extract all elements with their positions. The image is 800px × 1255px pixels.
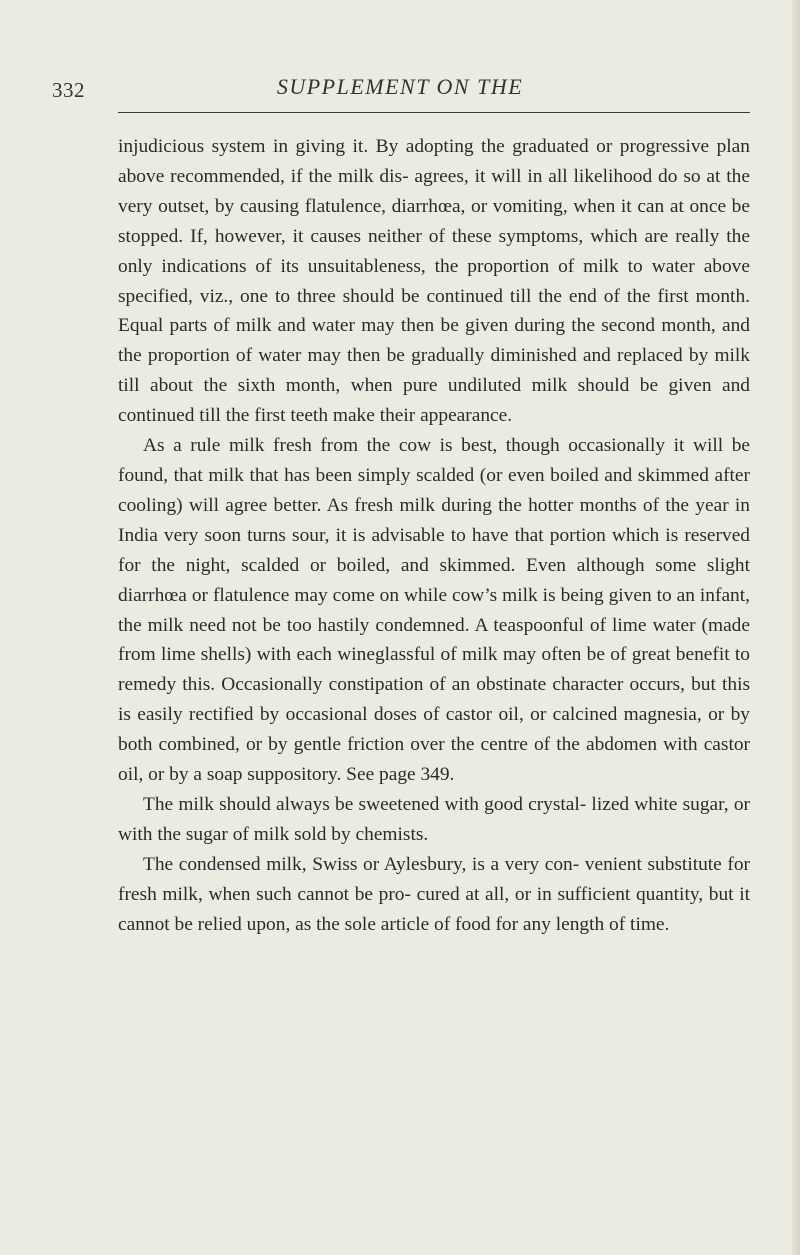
- paragraph-1: injudicious system in giving it. By adopting the graduated or progressive plan above recommended, if the milk dis- agrees, it will in all likelihood do so at the very outset, by causing flatulence, diarrhœa, or vomiting, when it can at once be stopped. If, however, it causes neither of these symptoms, which are really the only indications of its unsuitableness, the proportion of milk to water above specified, viz., one to three should be continued till the end of the first month. Equal parts of milk and water may then be given during the second month, and the proportion of water may then be gradually diminished and replaced by milk till about the sixth month, when pure undiluted milk should be given and continued till the first teeth make their appearance.: [118, 136, 750, 427]
- running-head: SUPPLEMENT ON THE: [276, 74, 524, 99]
- body-text: [118, 132, 750, 939]
- paragraph-4: The condensed milk, Swiss or Aylesbury, is a very con- venient substitute for fresh milk, when such cannot be pro- cured at all, or in sufficient quantity, but it cannot be relied upon, as the sole article of food for any length of time.: [118, 853, 750, 935]
- paragraph-3: The milk should always be sweetened with good crystal- lized white sugar, or with the sugar of milk sold by chemists.: [118, 793, 750, 845]
- header-rule: [118, 112, 750, 113]
- page-edge: [792, 0, 800, 1255]
- page-header: [0, 62, 800, 102]
- paragraph-2: As a rule milk fresh from the cow is best, though occasionally it will be found, that milk that has been simply scalded (or even boiled and skimmed after cooling) will agree better. As fresh milk during the hotter months of the year in India very soon turns sour, it is advisable to have that portion which is reserved for the night, scalded or boiled, and skimmed. Even although some slight diarrhœa or flatulence may come on while cow’s milk is being given to an infant, the milk need not be too hastily condemned. A teaspoonful of lime water (made from lime shells) with each wineglassful of milk may often be of great benefit to remedy this. Occasionally constipation of an obstinate character occurs, but this is easily rectified by occasional doses of castor oil, or calcined magnesia, or by both combined, or by gentle friction over the centre of the abdomen with castor oil, or by a soap suppository. See page 349.: [118, 435, 750, 786]
- page-number: 332: [52, 78, 85, 102]
